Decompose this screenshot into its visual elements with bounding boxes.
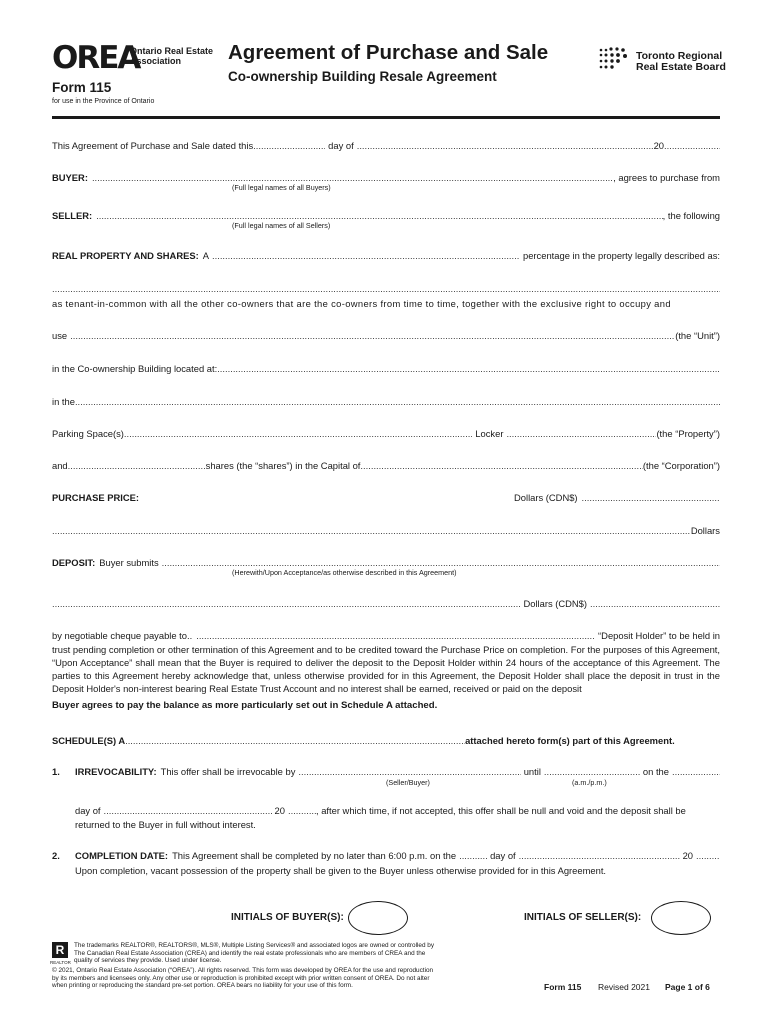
deposit-cdn-field[interactable] xyxy=(590,598,720,609)
intro-text-c: 20 xyxy=(653,140,664,151)
deposit-label: DEPOSIT: xyxy=(52,557,96,568)
completion-text: This Agreement shall be completed by no later than 6:00 p.m. on the xyxy=(172,850,457,861)
shares-count-field[interactable] xyxy=(68,460,206,471)
intro-text-a: This Agreement of Purchase and Sale dated this xyxy=(52,140,254,151)
irrevocability-rest-2: returned to the Buyer in full without interest. xyxy=(75,819,256,830)
copyright-line-2: by its members and licensees only. Any other use or reproduction is prohibited except with prior written consent of OREA. Do not alter xyxy=(52,974,430,982)
seller-initials-box[interactable] xyxy=(651,901,711,935)
building-line xyxy=(52,363,720,374)
completion-year-field[interactable] xyxy=(696,850,720,861)
seller-initials-label: INITIALS OF SELLER(S): xyxy=(524,912,642,923)
until-label: until xyxy=(523,766,541,777)
price-cdn-field[interactable] xyxy=(582,492,720,503)
on-the-label: on the xyxy=(642,766,669,777)
property-suffix: percentage in the property legally described as: xyxy=(523,250,720,261)
use-label: use xyxy=(52,330,68,341)
property-line xyxy=(52,250,720,261)
schedule-line xyxy=(52,735,720,746)
completion-day-field[interactable] xyxy=(459,850,487,861)
property-a: A xyxy=(202,250,209,261)
buyer-note: (Full legal names of all Buyers) xyxy=(232,183,331,192)
buyer-initials-label: INITIALS OF BUYER(S): xyxy=(231,912,344,923)
building-address-field[interactable] xyxy=(217,363,720,374)
trreb-dots-icon xyxy=(598,46,630,72)
irrevocability-note-2: (a.m./p.m.) xyxy=(572,778,607,787)
deposit-bold-line: Buyer agrees to pay the balance as more particularly set out in Schedule A attached. xyxy=(52,700,438,711)
parking-field[interactable] xyxy=(124,428,472,439)
price-words-line xyxy=(52,525,720,536)
irrevocability-number: 1. xyxy=(52,766,60,777)
price-words-field[interactable] xyxy=(52,525,691,536)
corporation-field[interactable] xyxy=(360,460,642,471)
intro-day-field[interactable] xyxy=(357,140,654,151)
completion-line-2: Upon completion, vacant possession of the property shall be given to the Buyer unless otherwise provided for in this Agreement. xyxy=(75,865,607,876)
unit-field[interactable] xyxy=(70,330,675,341)
seller-suffix: , the following xyxy=(662,210,720,221)
board-name-line-2: Real Estate Board xyxy=(636,60,726,73)
price-cdn-label: Dollars (CDN$) xyxy=(514,492,578,503)
irrevocability-label: IRREVOCABILITY: xyxy=(75,766,157,777)
header-rule xyxy=(52,116,720,119)
orea-org-name xyxy=(130,46,213,66)
irrevocability-month-field[interactable] xyxy=(104,805,272,816)
form-number: Form 115 xyxy=(52,80,112,95)
deposit-cdn-label: Dollars (CDN$) xyxy=(523,598,587,609)
municipality-field[interactable] xyxy=(75,396,720,407)
completion-day-of: day of xyxy=(490,850,516,861)
cheque-label: by negotiable cheque payable to.. xyxy=(52,630,193,641)
trademark-line-1: The trademarks REALTOR®, REALTORS®, MLS®, Multiple Listing Services® and associated logos are owned or controlled by xyxy=(74,942,435,949)
form-note: for use in the Province of Ontario xyxy=(52,98,155,105)
on-the-day-field[interactable] xyxy=(672,766,720,777)
irrevocability-year-field[interactable] xyxy=(288,805,316,816)
trademark-notice xyxy=(74,942,434,965)
legal-description-field[interactable] xyxy=(52,283,720,294)
intro-text-b: day of xyxy=(328,140,354,151)
seller-note: (Full legal names of all Sellers) xyxy=(232,221,331,230)
deposit-note: (Herewith/Upon Acceptance/as otherwise described in this Agreement) xyxy=(232,568,457,577)
deposit-amount-line xyxy=(52,598,720,609)
property-label: REAL PROPERTY AND SHARES: xyxy=(52,250,199,261)
buyer-suffix: , agrees to purchase from xyxy=(613,172,720,183)
buyer-field[interactable] xyxy=(92,172,613,183)
trademark-line-3: quality of services they provide. Used under license. xyxy=(74,957,222,965)
board-name xyxy=(636,51,726,72)
tenant-text: as tenant-in-common with all the other co-owners that are the co-owners from time to time, together with the exclusive right to occupy and xyxy=(52,298,671,309)
footer-form-number: Form 115 xyxy=(544,982,582,992)
property-ref-label: (the “Property”) xyxy=(656,428,720,439)
locker-label: Locker xyxy=(475,428,504,439)
deposit-holder-label: “Deposit Holder” to be held in xyxy=(598,630,720,641)
deposit-line xyxy=(52,557,720,568)
orea-logo: OREA xyxy=(52,40,140,76)
page-number: Page 1 of 6 xyxy=(665,982,710,992)
intro-dated-field[interactable] xyxy=(253,140,325,151)
footer-revised: Revised 2021 xyxy=(598,982,650,992)
deposit-text: Buyer submits xyxy=(99,557,159,568)
municipality-line xyxy=(52,396,720,407)
buyer-label: BUYER: xyxy=(52,172,88,183)
parking-line xyxy=(52,428,720,439)
until-time-field[interactable] xyxy=(544,766,640,777)
seller-line xyxy=(52,210,720,221)
locker-field[interactable] xyxy=(506,428,656,439)
seller-label: SELLER: xyxy=(52,210,93,221)
realtor-logo-icon: R xyxy=(52,942,68,958)
schedule-label: SCHEDULE(S) A xyxy=(52,735,126,746)
intro-year-field[interactable] xyxy=(664,140,720,151)
irrevocability-line xyxy=(75,766,720,777)
schedule-suffix: attached hereto form(s) part of this Agreement. xyxy=(465,735,675,746)
irrevocability-note-1: (Seller/Buyer) xyxy=(386,778,430,787)
irrevocability-day-of: day of xyxy=(75,805,101,816)
org-name-line-2: Association xyxy=(130,56,182,66)
irrevocability-year-label: 20 xyxy=(274,805,285,816)
deposit-holder-field[interactable] xyxy=(196,630,594,641)
price-dollars-label: Dollars xyxy=(690,525,720,536)
intro-line xyxy=(52,140,720,151)
corporation-label: (the “Corporation”) xyxy=(642,460,720,471)
legal-description-line xyxy=(52,283,720,294)
completion-number: 2. xyxy=(52,850,60,861)
deposit-paragraph: trust pending completion or other termination of this Agreement and to be credited toward the Purchase Price on completion. For the purposes of this Agreement, “Upon Acceptance” shall mean that the Buyer is required to deliver the deposit to the Deposit Holder within 24 hours of the acceptance of this Agreement. The parties to this Agreement hereby acknowledge that, unless otherwise provided for in this Agreement, the Deposit Holder shall place the deposit in trust in the Deposit Holder's non-interest bearing Real Estate Trust Account and no interest shall be earned, received or paid on the deposit xyxy=(52,644,720,694)
and-label: and xyxy=(52,460,68,471)
page-title: Agreement of Purchase and Sale xyxy=(228,41,549,64)
completion-month-field[interactable] xyxy=(519,850,680,861)
parking-label: Parking Space(s) xyxy=(52,428,124,439)
completion-year-label: 20 xyxy=(682,850,693,861)
seller-field[interactable] xyxy=(96,210,663,221)
irrevocability-text: This offer shall be irrevocable by xyxy=(160,766,296,777)
completion-label: COMPLETION DATE: xyxy=(75,850,169,861)
use-line xyxy=(52,330,720,341)
irrevocability-rest: , after which time, if not accepted, this offer shall be null and void and the deposit shall be xyxy=(315,805,686,816)
buyer-initials-box[interactable] xyxy=(348,901,408,935)
building-label: in the Co-ownership Building located at: xyxy=(52,363,218,374)
irrevocability-line-2 xyxy=(75,805,720,816)
board-name-line-1: Toronto Regional xyxy=(636,50,723,62)
cheque-line xyxy=(52,630,720,641)
shares-label: shares (the “shares”) in the Capital of xyxy=(205,460,361,471)
unit-label: (the “Unit”) xyxy=(675,330,720,341)
copyright-notice xyxy=(52,967,433,990)
deposit-timing-field[interactable] xyxy=(162,557,720,568)
schedule-field[interactable] xyxy=(125,735,465,746)
property-percentage-field[interactable] xyxy=(212,250,520,261)
deposit-words-field[interactable] xyxy=(52,598,520,609)
copyright-line-1: © 2021, Ontario Real Estate Association (“OREA”). All rights reserved. This form was developed by OREA for the use and reproduction xyxy=(52,967,434,974)
copyright-line-3: when printing or reproducing the standard pre-set portion. OREA bears no liability for your use of this form. xyxy=(52,982,353,990)
shares-line xyxy=(52,460,720,471)
completion-line xyxy=(75,850,720,861)
price-label: PURCHASE PRICE: xyxy=(52,492,139,503)
org-name-line-1: Ontario Real Estate xyxy=(130,46,214,56)
price-line xyxy=(52,492,720,503)
buyer-line xyxy=(52,172,720,183)
irrevocable-by-field[interactable] xyxy=(298,766,520,777)
page-subtitle: Co-ownership Building Resale Agreement xyxy=(228,69,497,84)
realtor-word: REALTOR xyxy=(50,960,71,965)
trademark-line-2: The Canadian Real Estate Association (CREA) and identify the real estate professionals who are members of CREA and the xyxy=(74,949,426,957)
in-the-label: in the xyxy=(52,396,75,407)
